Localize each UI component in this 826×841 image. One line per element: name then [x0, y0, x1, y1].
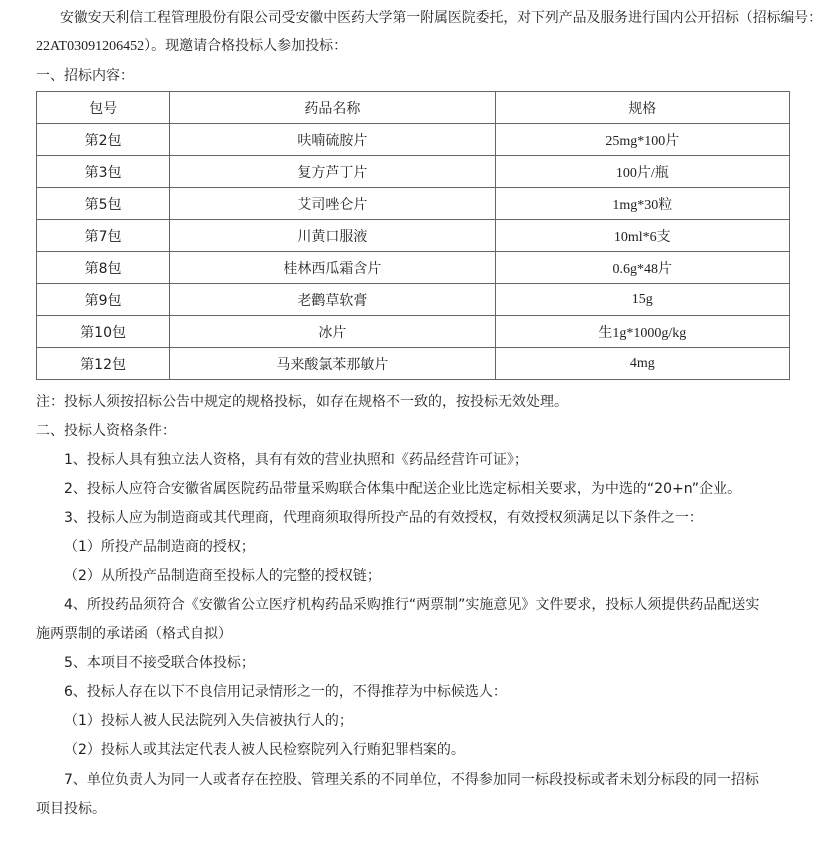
requirement-7-line-1: 7、单位负责人为同一人或者存在控股、管理关系的不同单位，不得参加同一标段投标或者未划分标段的同一招标: [64, 772, 759, 788]
intro-line-2: 22AT03091206452）。现邀请合格投标人参加投标：: [36, 39, 348, 54]
section-2-heading: 二、投标人资格条件：: [36, 423, 176, 439]
section-1-heading: 一、招标内容：: [36, 68, 134, 84]
cell-spec: 0.6g*48片: [495, 252, 789, 284]
cell-package: 第12包: [37, 348, 170, 380]
cell-spec: 生1g*1000g/kg: [495, 316, 789, 348]
cell-package: 第9包: [37, 284, 170, 316]
cell-package: 第7包: [37, 220, 170, 252]
cell-drug-name: 呋喃硫胺片: [170, 124, 495, 156]
table-row: [37, 220, 790, 252]
table-row: [37, 316, 790, 348]
cell-drug-name: 桂林西瓜霜含片: [170, 252, 495, 284]
header-package: 包号: [37, 92, 170, 124]
requirement-6-case-1: （1）投标人被人民法院列入失信被执行人的；: [64, 713, 353, 729]
intro-line-1: 安徽安天利信工程管理股份有限公司受安徽中医药大学第一附属医院委托，对下列产品及服务进行国内公开招标（招标编号：: [60, 10, 822, 26]
requirement-4-line-2: 施两票制的承诺函（格式自拟）: [36, 626, 232, 642]
requirement-1: 1、投标人具有独立法人资格，具有有效的营业执照和《药品经营许可证》；: [64, 452, 528, 468]
cell-drug-name: 老鹳草软膏: [170, 284, 495, 316]
cell-package: 第3包: [37, 156, 170, 188]
cell-drug-name: 马来酸氯苯那敏片: [170, 348, 495, 380]
requirement-3: 3、投标人应为制造商或其代理商，代理商须取得所投产品的有效授权，有效授权须满足以下条件之一：: [64, 510, 703, 526]
cell-spec: 15g: [495, 284, 789, 316]
requirement-7-line-2: 项目投标。: [36, 801, 106, 817]
table-row: [37, 252, 790, 284]
requirement-4-line-1: 4、所投药品须符合《安徽省公立医疗机构药品采购推行“两票制”实施意见》文件要求，投标人须提供药品配送实: [64, 597, 760, 613]
table-row: [37, 124, 790, 156]
cell-spec: 1mg*30粒: [495, 188, 789, 220]
bid-table: [36, 91, 790, 380]
requirement-6-case-2: （2）投标人或其法定代表人被人民检察院列入行贿犯罪档案的。: [64, 742, 465, 758]
cell-spec: 4mg: [495, 348, 789, 380]
header-drug-name: 药品名称: [170, 92, 495, 124]
cell-package: 第5包: [37, 188, 170, 220]
cell-spec: 10ml*6支: [495, 220, 789, 252]
cell-package: 第2包: [37, 124, 170, 156]
cell-package: 第10包: [37, 316, 170, 348]
requirement-2: 2、投标人应符合安徽省属医院药品带量采购联合体集中配送企业比选定标相关要求，为中选的“20+n”企业。: [64, 481, 742, 497]
header-spec: 规格: [495, 92, 789, 124]
requirement-5: 5、本项目不接受联合体投标；: [64, 655, 255, 671]
note-text: 注：投标人须按招标公告中规定的规格投标，如存在规格不一致的，按投标无效处理。: [36, 394, 568, 410]
requirement-6: 6、投标人存在以下不良信用记录情形之一的，不得推荐为中标候选人：: [64, 684, 507, 700]
cell-drug-name: 艾司唑仑片: [170, 188, 495, 220]
table-row: [37, 284, 790, 316]
cell-spec: 100片/瓶: [495, 156, 789, 188]
table-row: [37, 348, 790, 380]
cell-drug-name: 复方芦丁片: [170, 156, 495, 188]
table-row: [37, 156, 790, 188]
cell-drug-name: 川黄口服液: [170, 220, 495, 252]
cell-package: 第8包: [37, 252, 170, 284]
table-row: [37, 188, 790, 220]
table-header-row: [37, 92, 790, 124]
requirement-3-option-2: （2）从所投产品制造商至投标人的完整的授权链；: [64, 568, 381, 584]
requirement-3-option-1: （1）所投产品制造商的授权；: [64, 539, 255, 555]
cell-drug-name: 冰片: [170, 316, 495, 348]
cell-spec: 25mg*100片: [495, 124, 789, 156]
